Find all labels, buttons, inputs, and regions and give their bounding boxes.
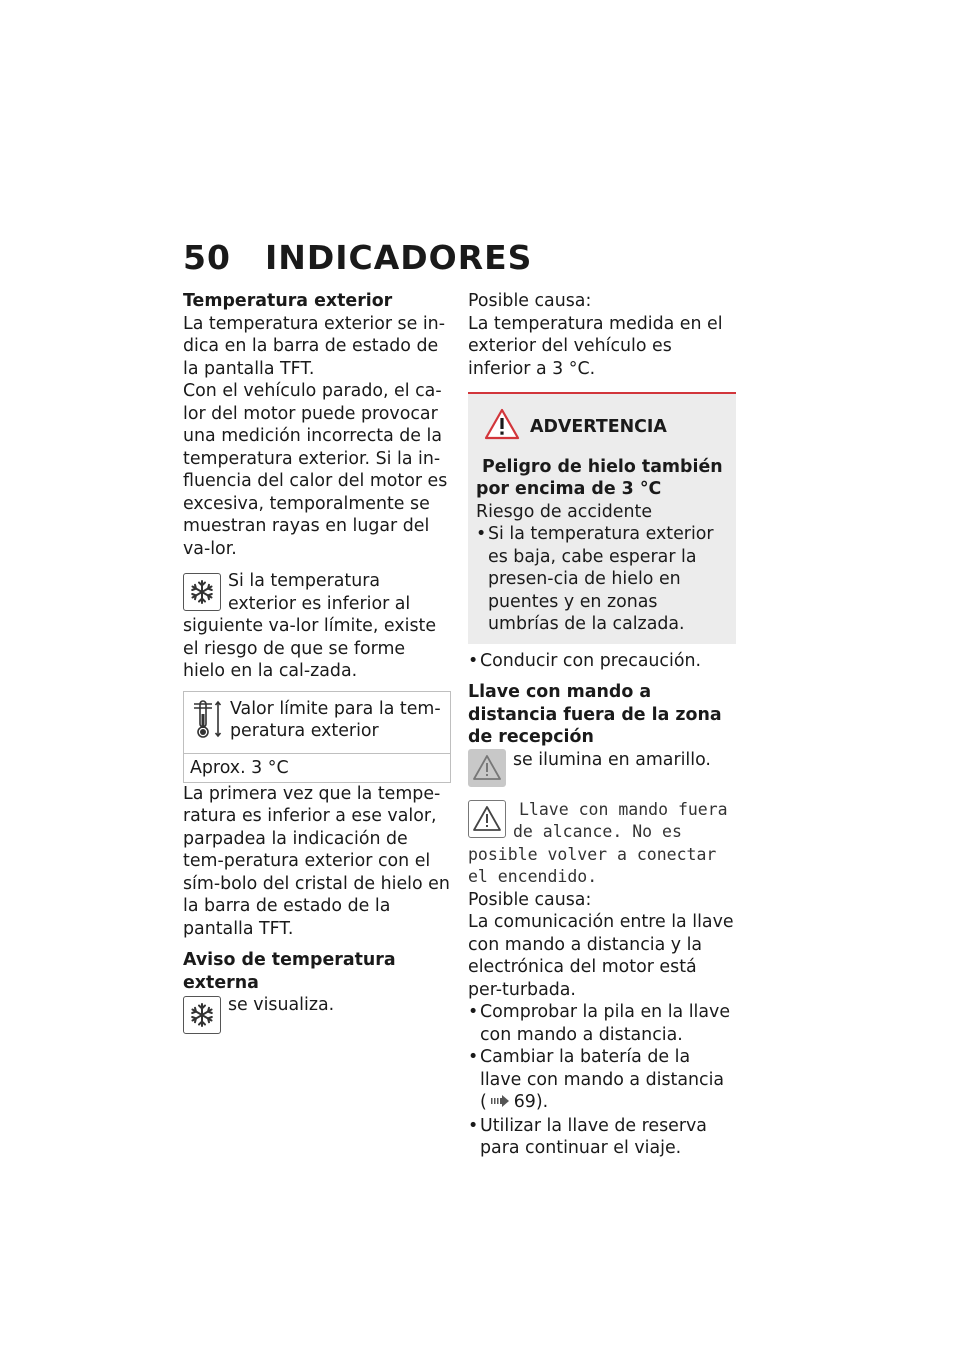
yellow-indicator-row bbox=[468, 749, 736, 787]
paragraph: Si la temperatura exterior es inferior al siguiente va-lor límite, existe el riesgo de que se forme hielo en la cal-zada. bbox=[183, 571, 437, 681]
list-item: • Utilizar la llave de reserva para continuar el viaje. bbox=[468, 1115, 736, 1160]
page-reference[interactable]: 69). bbox=[513, 1092, 549, 1112]
warning-triangle-icon bbox=[468, 800, 506, 838]
paragraph: Con el vehículo parado, el ca-lor del motor puede provocar una medición incorrecta de la temperatura exterior. Si la in-fluencia del calor del motor es excesiva, temporalmente se muestran rayas en lugar del va-lor. bbox=[183, 381, 448, 559]
paragraph: Posible causa: bbox=[468, 291, 592, 311]
list-item: • Comprobar la pila en la llave con mando a distancia. bbox=[468, 1001, 736, 1046]
bullet-list bbox=[468, 650, 736, 673]
bullet-list bbox=[468, 1001, 736, 1160]
heading-outside-temperature: Temperatura exterior bbox=[183, 291, 393, 311]
heading-external-temperature-warning: Aviso de temperatura externa bbox=[183, 950, 396, 993]
warning-box bbox=[468, 392, 736, 644]
warning-triangle-icon bbox=[468, 749, 506, 787]
snowflake-icon bbox=[183, 573, 221, 611]
thermometer-icon bbox=[190, 698, 230, 749]
list-item: • Si la temperatura exterior es baja, cabe esperar la presen-cia de hielo en puentes y en zonas umbrías de la calzada. bbox=[476, 523, 728, 636]
arrow-right-icon bbox=[487, 1095, 514, 1111]
warning-bullets bbox=[476, 523, 728, 636]
warning-title: ADVERTENCIA bbox=[530, 417, 667, 437]
warning-text: Riesgo de accidente bbox=[476, 501, 653, 522]
page-ref-open: ( bbox=[480, 1092, 487, 1112]
warning-triangle-icon bbox=[484, 408, 520, 447]
page-header bbox=[183, 238, 532, 277]
left-column bbox=[183, 290, 451, 1034]
heading-remote-key-out-of-range: Llave con mando a distancia fuera de la zona de recepción bbox=[468, 682, 722, 747]
page-number: 50 bbox=[183, 238, 231, 277]
snowflake-icon bbox=[183, 996, 221, 1034]
list-item-text: Cambiar la batería de la llave con mando a distancia bbox=[480, 1047, 725, 1090]
warning-header bbox=[476, 408, 728, 447]
paragraph: La temperatura medida en el exterior del vehículo es inferior a 3 °C. bbox=[468, 313, 723, 379]
paragraph: Posible causa: bbox=[468, 889, 592, 910]
paragraph: La comunicación entre la llave con mando a distancia y la electrónica del motor está per-turbada. bbox=[468, 912, 734, 1000]
limit-value-table bbox=[183, 691, 451, 783]
paragraph: se ilumina en amarillo. bbox=[513, 749, 711, 770]
right-column bbox=[468, 290, 736, 1160]
display-message: Llave con mando fuera de alcance. No es posible volver a conectar el encendido. bbox=[468, 799, 728, 886]
frost-warning-row bbox=[183, 994, 451, 1034]
warning-subtitle: Peligro de hielo también por encima de 3 °C bbox=[476, 456, 723, 499]
table-header-row bbox=[184, 692, 450, 755]
paragraph: La primera vez que la tempe-ratura es inferior a ese valor, parpadea la indicación de tem-peratura exterior con el sím-bolo del cristal de hielo en la barra de estado de la pantalla TFT. bbox=[183, 783, 450, 939]
paragraph: se visualiza. bbox=[228, 995, 335, 1015]
frost-note bbox=[183, 570, 451, 683]
table-header: Valor límite para la tem-peratura exterior bbox=[230, 698, 441, 741]
list-item: • Conducir con precaución. bbox=[468, 650, 736, 673]
list-item bbox=[468, 1046, 736, 1115]
paragraph: La temperatura exterior se in-dica en la barra de estado de la pantalla TFT. bbox=[183, 313, 445, 379]
table-value: Aprox. 3 °C bbox=[190, 758, 289, 778]
section-title: INDICADORES bbox=[264, 238, 533, 277]
display-message-row bbox=[468, 799, 736, 889]
